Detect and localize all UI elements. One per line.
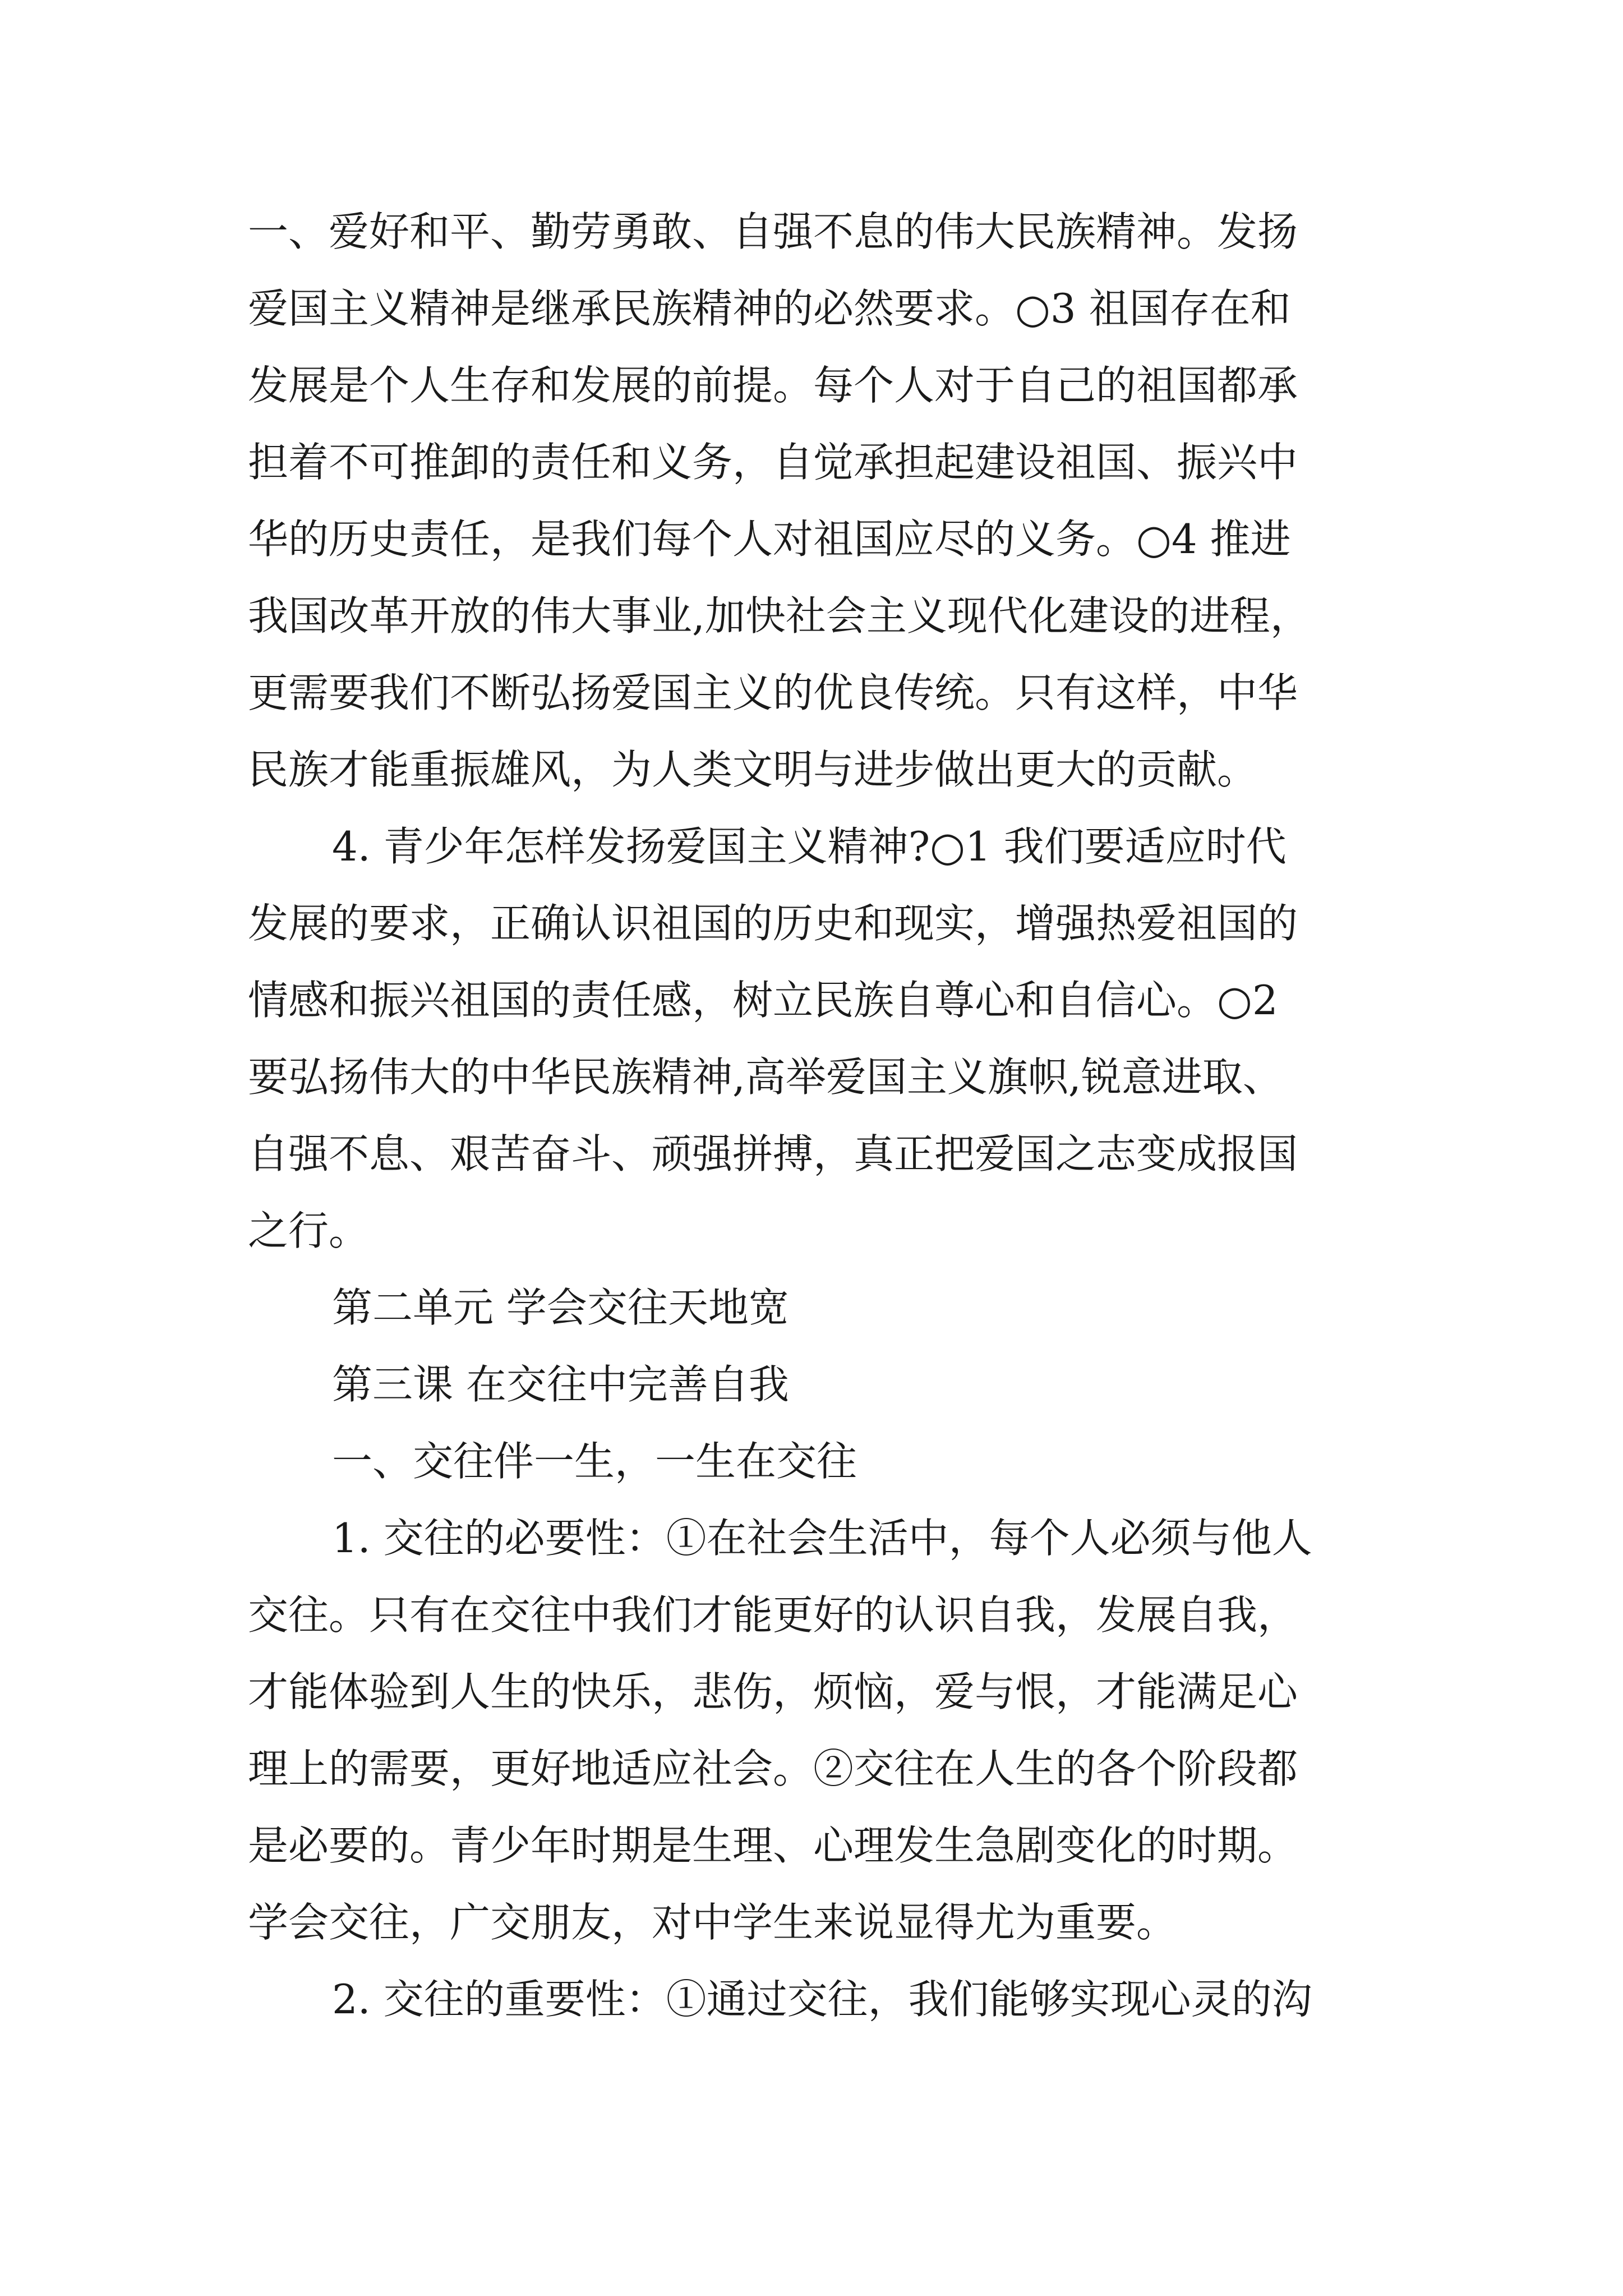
text-line: 一、爱好和平、勤劳勇敢、自强不息的伟大民族精神。发扬 xyxy=(248,208,1298,255)
text-line: 4. 青少年怎样发扬爱国主义精神?○1 我们要适应时代 xyxy=(332,823,1287,870)
text-line: 学会交往，广交朋友，对中学生来说显得尤为重要。 xyxy=(248,1899,1177,1946)
lesson-heading: 第三课 在交往中完善自我 xyxy=(332,1361,789,1408)
text-line: 情感和振兴祖国的责任感，树立民族自尊心和自信心。○2 xyxy=(248,977,1278,1024)
section-heading: 一、交往伴一生，一生在交往 xyxy=(332,1438,857,1485)
text-line: 发展的要求，正确认识祖国的历史和现实，增强热爱祖国的 xyxy=(248,900,1298,947)
text-line: 之行。 xyxy=(248,1207,370,1254)
text-line: 1. 交往的必要性：①在社会生活中，每个人必须与他人 xyxy=(332,1515,1312,1562)
text-line: 华的历史责任，是我们每个人对祖国应尽的义务。○4 推进 xyxy=(248,516,1291,563)
text-line: 民族才能重振雄风，为人类文明与进步做出更大的贡献。 xyxy=(248,746,1258,793)
text-line: 担着不可推卸的责任和义务，自觉承担起建设祖国、振兴中 xyxy=(248,439,1298,486)
text-line: 是必要的。青少年时期是生理、心理发生急剧变化的时期。 xyxy=(248,1822,1298,1869)
text-line: 我国改革开放的伟大事业,加快社会主义现代化建设的进程， xyxy=(248,592,1311,639)
text-line: 自强不息、艰苦奋斗、顽强拼搏，真正把爱国之志变成报国 xyxy=(248,1130,1298,1177)
document-body xyxy=(248,194,1375,2038)
text-line: 要弘扬伟大的中华民族精神,高举爱国主义旗帜,锐意进取、 xyxy=(248,1053,1283,1101)
text-line: 爱国主义精神是继承民族精神的必然要求。○3 祖国存在和 xyxy=(248,285,1291,332)
text-line: 才能体验到人生的快乐，悲伤，烦恼，爱与恨，才能满足心 xyxy=(248,1668,1298,1715)
text-line: 2. 交往的重要性：①通过交往，我们能够实现心灵的沟 xyxy=(332,1976,1312,2023)
text-line: 更需要我们不断弘扬爱国主义的优良传统。只有这样，中华 xyxy=(248,669,1298,716)
unit-heading: 第二单元 学会交往天地宽 xyxy=(332,1284,789,1331)
text-line: 交往。只有在交往中我们才能更好的认识自我，发展自我， xyxy=(248,1591,1298,1639)
text-line: 发展是个人生存和发展的前提。每个人对于自己的祖国都承 xyxy=(248,362,1298,409)
text-line: 理上的需要，更好地适应社会。②交往在人生的各个阶段都 xyxy=(248,1745,1298,1792)
